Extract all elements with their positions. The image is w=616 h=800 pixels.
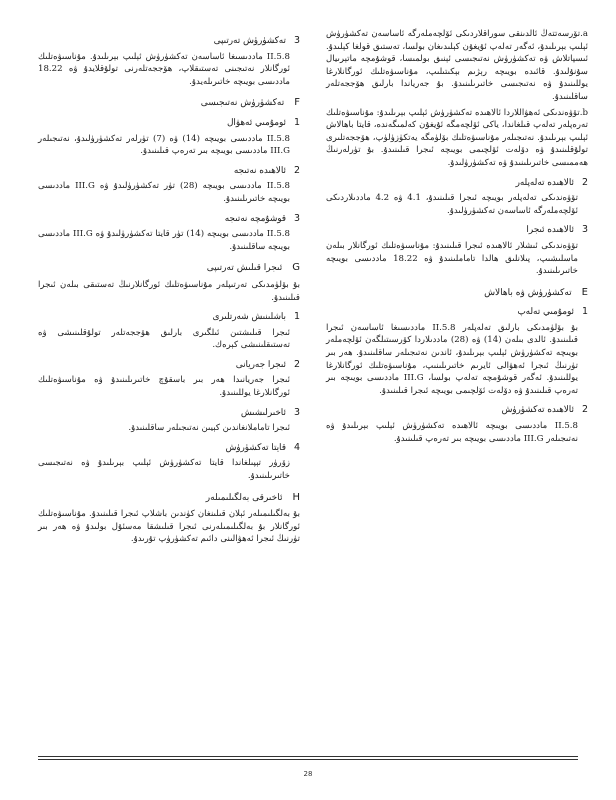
item-label: ئالاھىدە تەكشۈرۈش bbox=[501, 405, 574, 416]
item-heading bbox=[326, 306, 588, 319]
paragraph: بۇ بۆلۈمدىكى بارلىق تەلەپلەر 5.8.II ماددىسىغا ئاساسەن ئىجرا قىلىنىدۇ. ئالدى بىلەن (14) ۋە (28) ماددىلاردا كۆرسىتىلگەن ئۆلچەملەر بويىچە تەكشۈرۈش ئېلىپ بېرىلىدۇ، ئاندىن نەتىجىلەر ساقلىنىدۇ. ھەر بىر تۈرنىڭ ئىجرا ئەھۋالى ئايرىم خاتىرىلىنىپ، مۇناسىۋەتلىك ئورگانلارغا يوللىنىدۇ. ئەگەر قوشۇمچە تەلەپ بولسا، III.G ماددىسى بويىچە بىر تەرەپ قىلىنىدۇ ۋە دۆلەت ئۆلچىمى بويىچە ئىجرا قىلىنىدۇ. bbox=[326, 322, 578, 396]
item-heading bbox=[38, 117, 300, 130]
item-number: 3 bbox=[293, 35, 300, 46]
item-heading bbox=[38, 311, 300, 324]
section-title: ئاخىرقى بەلگىلىمىلەر bbox=[205, 492, 283, 503]
footer-rule bbox=[38, 759, 578, 760]
item-number: 4 bbox=[293, 441, 300, 453]
item-number: 1 bbox=[293, 116, 300, 128]
item-label: ئىجرا جەريانى bbox=[235, 359, 286, 370]
item-number: 1 bbox=[581, 306, 588, 318]
paragraph: تۆۋەندىكى تەلەپلەر بويىچە ئىجرا قىلىنىدۇ، 4.1 ۋە 4.2 ماددىلاردىكى ئۆلچەملەرگە ئاساسەن تەكشۈرۈلىدۇ. bbox=[326, 193, 578, 216]
section-letter: G bbox=[292, 262, 300, 274]
section-letter: H bbox=[292, 491, 300, 503]
item-number: 3 bbox=[293, 212, 300, 224]
paragraph: بۇ بۆلۈمدىكى تەرتىپلەر مۇناسىۋەتلىك ئورگانلارنىڭ تەستىقى بىلەن ئىجرا قىلىنىدۇ. bbox=[38, 279, 300, 303]
item-number: 1 bbox=[293, 311, 300, 323]
paragraph: ئىجرا قىلىشتىن ئىلگىرى بارلىق ھۆججەتلەر تولۇقلىنىشى ۋە تەستىقلىنىشى كېرەك. bbox=[38, 327, 290, 351]
item-number: 3 bbox=[293, 406, 300, 418]
item-label: قوشۇمچە نەتىجە bbox=[224, 213, 286, 224]
right-column bbox=[326, 28, 588, 448]
item-label: ئاخىرلىشىش bbox=[240, 407, 286, 418]
paragraph: زۆرۈر تېپىلغاندا قايتا تەكشۈرۈش ئېلىپ بېرىلىدۇ ۋە نەتىجىسى خاتىرىلىنىدۇ. bbox=[38, 458, 290, 482]
paragraph: 5.8.II ماددىسىغا ئاساسەن تەكشۈرۈش ئېلىپ بېرىلىدۇ. مۇناسىۋەتلىك ئورگانلار نەتىجىنى تەستىقلاپ، ھۆججەتلەرنى تولۇقلايدۇ ۋە 18.22 ماددىسى بويىچە خاتىرىلەيدۇ. bbox=[38, 51, 290, 87]
item-label: قايتا تەكشۈرۈش bbox=[225, 442, 286, 453]
paragraph: 5.8.II ماددىسى بويىچە ئالاھىدە تەكشۈرۈش ئېلىپ بېرىلىدۇ ۋە نەتىجىلەر III.G ماددىسى بويىچە بىر تەرەپ قىلىنىدۇ. bbox=[326, 421, 578, 444]
paragraph: 5.8.II ماددىسى بويىچە (14) ۋە (7) تۈرلەر تەكشۈرۈلىدۇ، نەتىجىلەر III.G ماددىسى بويىچە بىر تەرەپ قىلىنىدۇ. bbox=[38, 133, 291, 157]
section-title: تەكشۈرۈش نەتىجىسى bbox=[200, 98, 285, 109]
item-heading bbox=[326, 224, 588, 237]
item-number: 2 bbox=[581, 404, 588, 416]
section-heading bbox=[326, 287, 588, 300]
item-label: ئالاھىدە ئىجرا bbox=[526, 225, 574, 236]
section-heading bbox=[38, 262, 300, 275]
item-label: باشلىنىش شەرتلىرى bbox=[212, 312, 286, 323]
paragraph: 5.8.II ماددىسى بويىچە (14) تۈر قايتا تەكشۈرۈلىدۇ ۋە III.G ماددىسى بويىچە ساقلىنىدۇ. bbox=[38, 229, 290, 252]
paragraph: a.تۆرسەتتەڭ ئالدىنقى سوراقلاردىكى ئۆلچەملەرگە ئاساسەن تەكشۈرۈش ئېلىپ بېرىلىدۇ، ئەگەر تەلەپ ئۇيغۇن كېلىدىغان بولسا، تەستىق قولغا كېلىدۇ. ئىسپاتلاش ۋە تەكشۈرۈش نەتىجىسى ئېنىق بولمىسا، قوشۇمچە ماتېرىيال سۇنۇلىدۇ. قائىدە بويىچە رېژىم بېكىتىلىپ، مۇناسىۋەتلىك ئورگانلارغا يوللىنىدۇ ۋە نەتىجىسى خاتىرىلىنىدۇ. بۇ جەرياندا بارلىق ھۆججەتلەر ساقلىنىدۇ. bbox=[326, 29, 588, 102]
paragraph: ئىجرا تاماملانغاندىن كېيىن نەتىجىلەر ساقلىنىدۇ. bbox=[128, 423, 290, 434]
paragraph: بۇ بەلگىلىمىلەر ئېلان قىلىنغان كۈندىن باشلاپ ئىجرا قىلىنىدۇ. مۇناسىۋەتلىك ئورگانلار بۇ بەلگىلىمىلەرنى ئىجرا قىلىشقا مەسئۇل بولىدۇ ۋە ھەر بىر تۈرنىڭ ئىجرا ئەھۋالىنى دائىم تەكشۈرۈپ تۇرىدۇ. bbox=[38, 509, 300, 545]
paragraph: b.تۆۋەندىكى ئەھۋاللاردا ئالاھىدە تەكشۈرۈش ئېلىپ بېرىلىدۇ: مۇناسىۋەتلىك تەرەپلەر تەلەپ قىلغاندا، ياكى ئۆلچەمگە ئۇيغۇن كەلمىگەندە، قايتا باھالاش ئېلىپ بېرىلىدۇ. نەتىجىلەر مۇناسىۋەتلىك بۆلۈمگە يەتكۈزۈلۈپ، ھۆججەتلىرى تولۇقلىنىدۇ ۋە دۆلەت ئۆلچىمى بويىچە ئىجرا قىلىنىدۇ. بۇ تۈرلەرنىڭ ھەممىسى خاتىرىلىنىدۇ ۋە تەكشۈرۈلىدۇ. bbox=[326, 107, 588, 168]
item-heading bbox=[326, 177, 588, 190]
item-number: 3 bbox=[581, 224, 588, 236]
section-letter: E bbox=[581, 286, 588, 298]
item-heading bbox=[38, 213, 300, 226]
item-label: ئالاھىدە نەتىجە bbox=[233, 165, 286, 176]
item-label: ئالاھىدە تەلەپلەر bbox=[515, 177, 574, 188]
item-number: 2 bbox=[581, 176, 588, 188]
item-number: 2 bbox=[293, 358, 300, 370]
section-title: ئىجرا قىلىش تەرتىپى bbox=[206, 263, 283, 274]
section-heading bbox=[38, 492, 300, 505]
page-number: 28 bbox=[303, 770, 313, 778]
paragraph: 5.8.II ماددىسى بويىچە (28) تۈر تەكشۈرۈلىدۇ ۋە III.G ماددىسى بويىچە خاتىرىلىنىدۇ. bbox=[38, 181, 290, 204]
section-heading bbox=[38, 97, 300, 110]
item-heading bbox=[38, 359, 300, 372]
left-column bbox=[38, 28, 300, 549]
paragraph: ئىجرا جەريانىدا ھەر بىر باسقۇچ خاتىرىلىنىدۇ ۋە مۇناسىۋەتلىك ئورگانلارغا يوللىنىدۇ. bbox=[38, 375, 290, 399]
footer-rule bbox=[38, 756, 578, 757]
item-heading bbox=[38, 442, 300, 455]
item-label: تەكشۈرۈش تەرتىپى bbox=[213, 36, 286, 46]
item-label: ئومۇمىي ئەھۋال bbox=[227, 117, 286, 128]
item-heading bbox=[38, 165, 300, 178]
item-label: ئومۇمىي تەلەپ bbox=[517, 307, 574, 318]
item-heading bbox=[326, 404, 588, 417]
item-heading bbox=[38, 407, 300, 420]
item-heading bbox=[38, 35, 300, 48]
paragraph: تۆۋەندىكى ئىشلار ئالاھىدە ئىجرا قىلىنىدۇ: مۇناسىۋەتلىك ئورگانلار بىلەن ماسلىشىپ، پىلانلىق ھالدا تاماملىنىدۇ ۋە 18.22 ماددىسى بويىچە خاتىرىلىنىدۇ. bbox=[326, 240, 579, 277]
item-number: 2 bbox=[293, 164, 300, 176]
section-letter: F bbox=[294, 97, 300, 109]
section-title: تەكشۈرۈش ۋە باھالاش bbox=[484, 287, 572, 298]
